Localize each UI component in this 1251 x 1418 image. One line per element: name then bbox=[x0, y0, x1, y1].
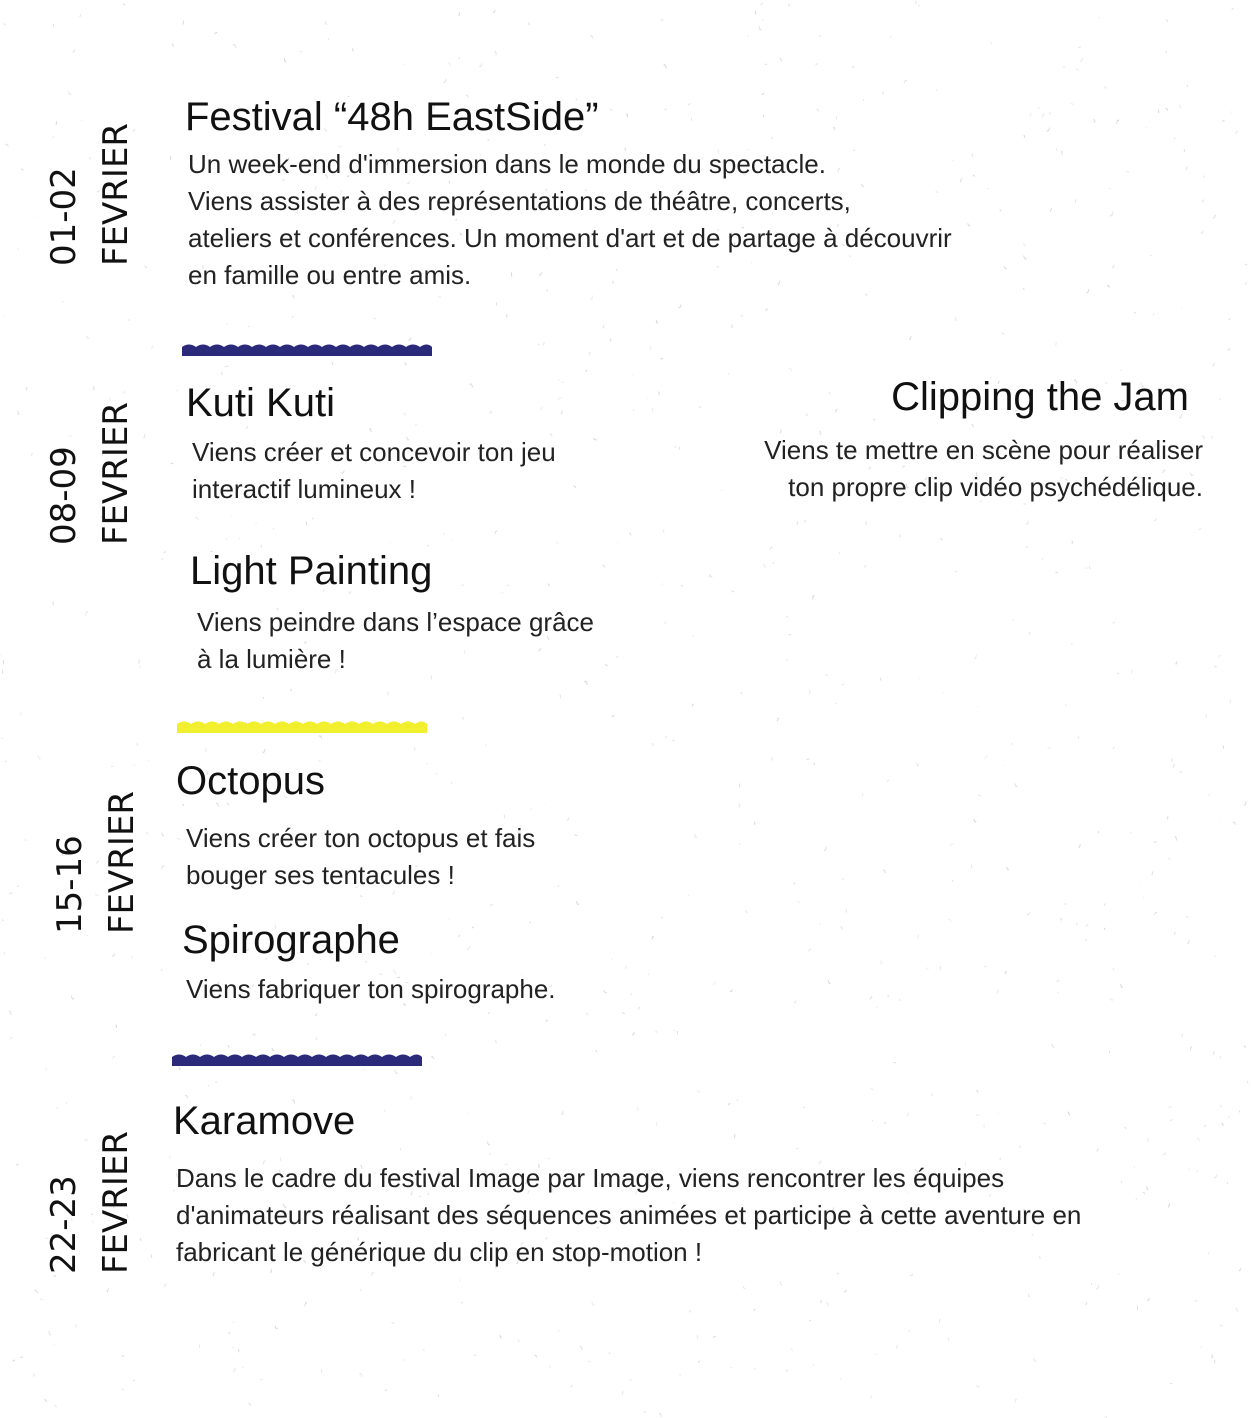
section-date bbox=[38, 123, 142, 266]
wave-divider-yellow bbox=[177, 718, 427, 734]
section-date bbox=[38, 402, 142, 545]
event-title: Festival “48h EastSide” bbox=[185, 95, 599, 139]
date-range: 08-09 bbox=[44, 446, 84, 545]
event-title: Karamove bbox=[173, 1099, 356, 1143]
wave-divider-navy bbox=[172, 1051, 422, 1067]
date-month: FEVRIER bbox=[96, 401, 136, 545]
event-description: Un week-end d'immersion dans le monde du spectacle. Viens assister à des représentations de théâtre, concerts, ateliers et conférences. Un moment d'art et de partage à découvrir en famille ou entre amis. bbox=[188, 149, 952, 290]
date-range: 22-23 bbox=[44, 1175, 84, 1274]
section-date bbox=[38, 1131, 142, 1274]
date-month: FEVRIER bbox=[96, 122, 136, 266]
event-title: Light Painting bbox=[190, 549, 433, 593]
wave-divider-navy bbox=[182, 341, 432, 357]
event-description: Dans le cadre du festival Image par Image, viens rencontrer les équipes d'animateurs réalisant des séquences animées et participe à cette aventure en fabricant le générique du clip en stop-motion ! bbox=[176, 1163, 1082, 1267]
event-description: Viens peindre dans l’espace grâce à la lumière ! bbox=[197, 607, 595, 674]
event-description: Viens créer et concevoir ton jeu interactif lumineux ! bbox=[192, 437, 556, 504]
event-title: Spirographe bbox=[182, 918, 400, 962]
event-title: Clipping the Jam bbox=[891, 375, 1189, 419]
section-date bbox=[44, 791, 148, 934]
event-title: Octopus bbox=[176, 759, 325, 803]
date-month: FEVRIER bbox=[102, 790, 142, 934]
event-description: Viens créer ton octopus et fais bouger ses tentacules ! bbox=[186, 823, 536, 890]
date-range: 01-02 bbox=[44, 167, 84, 266]
event-description: Viens te mettre en scène pour réaliser ton propre clip vidéo psychédélique. bbox=[764, 435, 1203, 502]
date-month: FEVRIER bbox=[96, 1130, 136, 1274]
event-title: Kuti Kuti bbox=[186, 381, 335, 425]
date-range: 15-16 bbox=[50, 835, 90, 934]
event-description: Viens fabriquer ton spirographe. bbox=[186, 974, 556, 1004]
